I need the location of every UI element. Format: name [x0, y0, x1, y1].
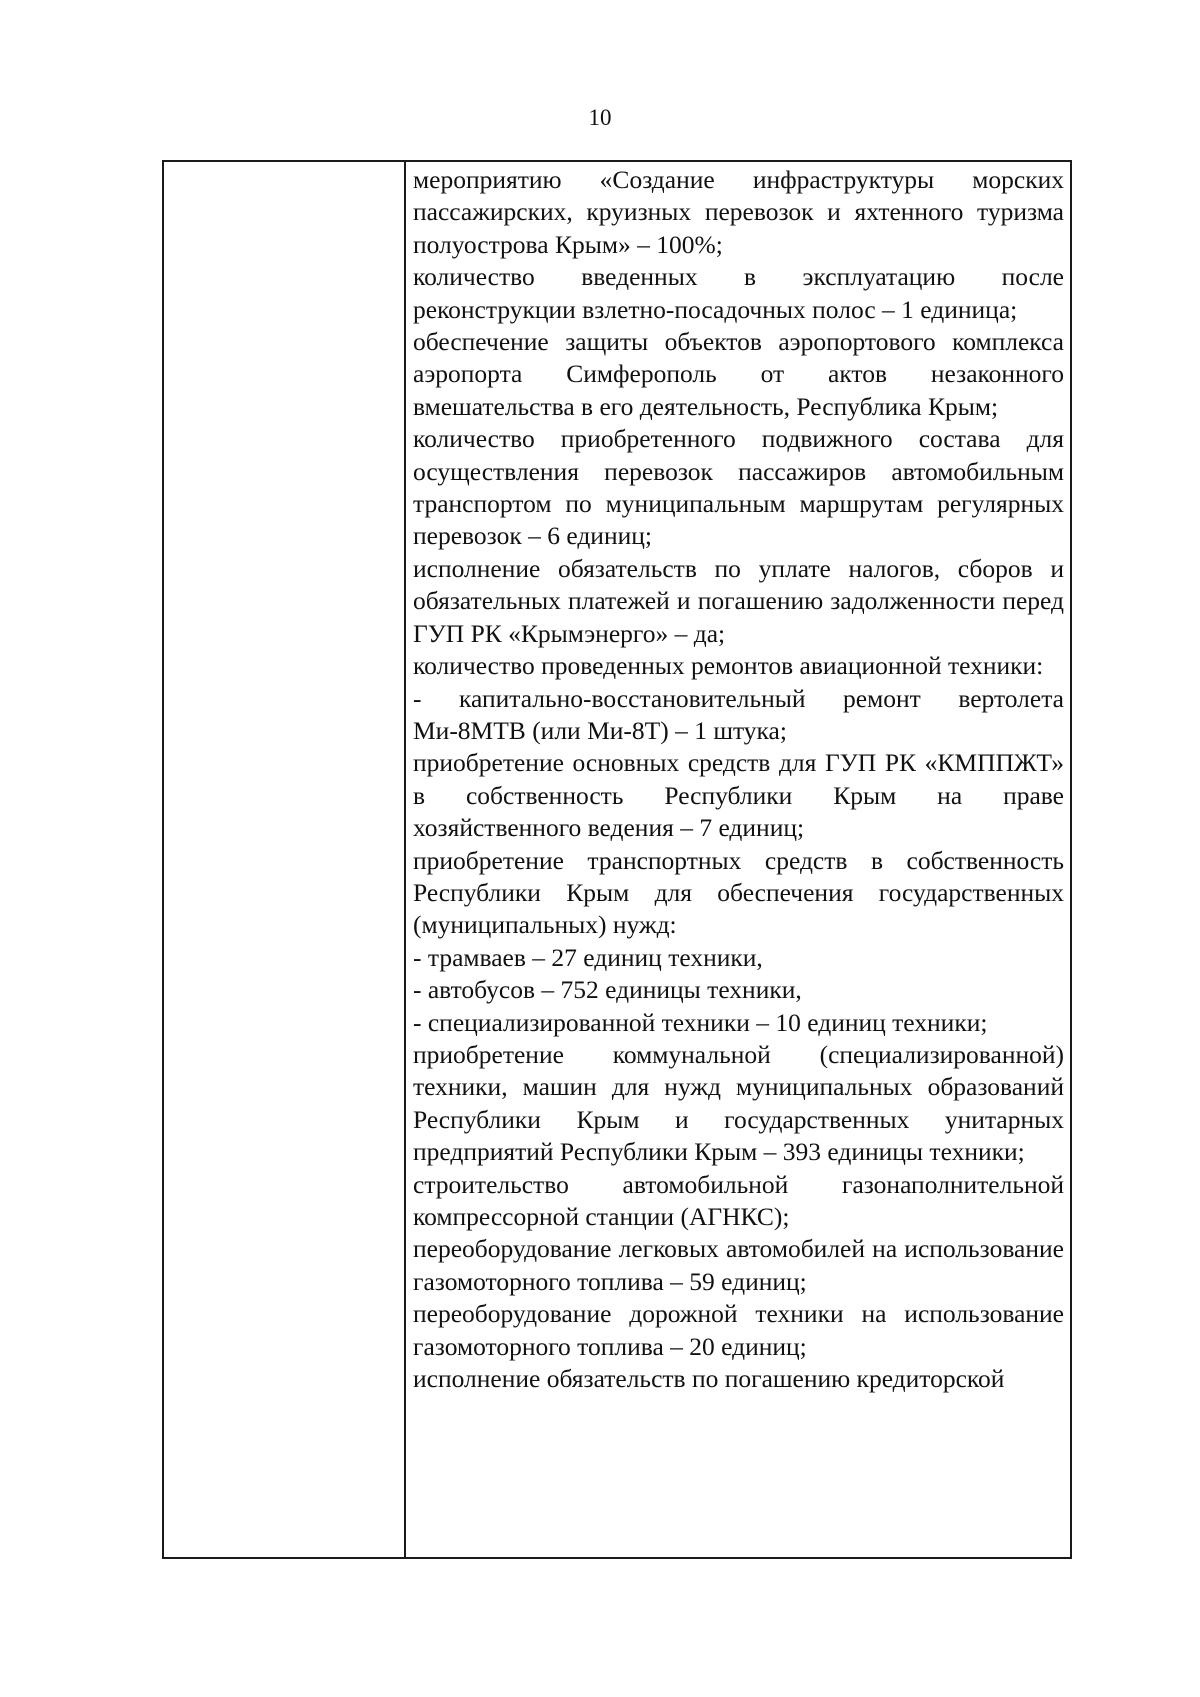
table-paragraph: обеспечение защиты объектов аэропортового комплекса аэропорта Симферополь от актов незаконного вмешательства в его деятельность, Республика Крым;: [413, 327, 1064, 421]
table-paragraph: приобретение основных средств для ГУП РК «КМППЖТ» в собственность Республики Крым на праве хозяйственного ведения – 7 единиц;: [413, 748, 1064, 843]
table-paragraph: - трамваев – 27 единиц техники,: [413, 942, 763, 972]
table-right-cell: [406, 162, 1070, 1557]
table-paragraph: переоборудование дорожной техники на использование газомоторного топлива – 20 единиц;: [413, 1299, 1064, 1361]
document-table: [162, 160, 1072, 1559]
table-paragraph: - автобусов – 752 единицы техники,: [413, 975, 802, 1005]
table-paragraph: - капитально-восстановительный ремонт вертолета Ми-8МТВ (или Ми-8Т) – 1 штука;: [413, 683, 1064, 745]
table-paragraph: строительство автомобильной газонаполнительной компрессорной станции (АГНКС);: [413, 1169, 1064, 1231]
table-paragraph: количество проведенных ремонтов авиационной техники:: [413, 651, 1044, 681]
table-paragraph: приобретение транспортных средств в собственность Республики Крым для обеспечения государственных (муниципальных) нужд:: [413, 845, 1064, 940]
table-paragraph: приобретение коммунальной (специализированной) техники, машин для нужд муниципальных образований Республики Крым и государственных унитарных предприятий Республики Крым – 393 единицы техники;: [413, 1039, 1064, 1167]
table-paragraph: - специализированной техники – 10 единиц техники;: [413, 1007, 988, 1037]
table-paragraph: мероприятию «Создание инфраструктуры морских пассажирских, круизных перевозок и яхтенного туризма полуострова Крым» – 100%;: [413, 165, 1064, 259]
table-paragraph: количество приобретенного подвижного состава для осуществления перевозок пассажиров автомобильным транспортом по муниципальным маршрутам регулярных перевозок – 6 единиц;: [413, 424, 1064, 551]
table-paragraph: исполнение обязательств по погашению кредиторской: [413, 1364, 1005, 1394]
table-paragraph: количество введенных в эксплуатацию после реконструкции взлетно-посадочных полос – 1 единица;: [413, 262, 1064, 324]
table-paragraph: переоборудование легковых автомобилей на использование газомоторного топлива – 59 единиц;: [413, 1234, 1064, 1296]
table-left-cell: [164, 162, 406, 1557]
page-number: 10: [588, 105, 612, 130]
table-paragraph: исполнение обязательств по уплате налогов, сборов и обязательных платежей и погашению задолженности перед ГУП РК «Крымэнерго» – да;: [413, 553, 1064, 648]
